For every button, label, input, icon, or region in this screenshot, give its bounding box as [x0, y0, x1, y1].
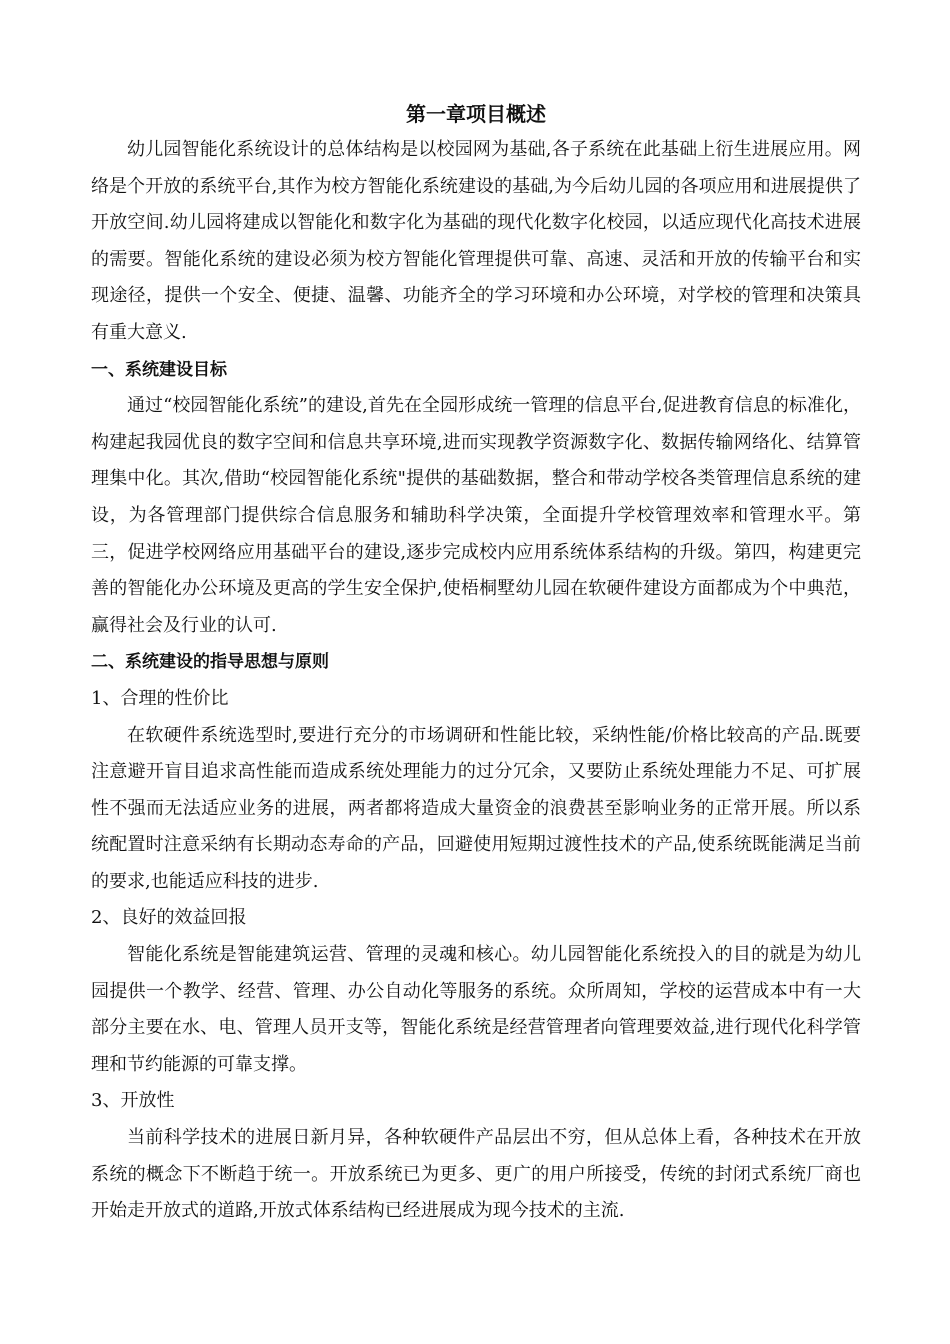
intro-paragraph: 幼儿园智能化系统设计的总体结构是以校园网为基础,各子系统在此基础上衍生进展应用。网络是个开放的系统平台,其作为校方智能化系统建设的基础,为今后幼儿园的各项应用和进展提供了开放空间.幼儿园将建成以智能化和数字化为基础的现代化数字化校园，以适应现代化高技术进展的需要。智能化系统的建设必须为校方智能化管理提供可靠、高速、灵活和开放的传输平台和实现途径，提供一个安全、便捷、温馨、功能齐全的学习环境和办公环境，对学校的管理和决策具有重大意义. [91, 139, 861, 343]
section-2-heading: 二、系统建设的指导思想与原则 [91, 652, 329, 673]
section-1-heading: 一、系统建设目标 [91, 359, 227, 380]
principle-1-label: 1、合理的性价比 [91, 687, 229, 709]
chapter-title: 第一章项目概述 [406, 102, 546, 126]
principle-2-label: 2、良好的效益回报 [91, 907, 247, 929]
section-1-paragraph: 通过“校园智能化系统”的建设,首先在全园形成统一管理的信息平台,促进教育信息的标准化，构建起我园优良的数字空间和信息共享环境,进而实现教学资源数字化、数据传输网络化、结算管理集中化。其次,借助“校园智能化系统"提供的基础数据，整合和带动学校各类管理信息系统的建设，为各管理部门提供综合信息服务和辅助科学决策，全面提升学校管理效率和管理水平。第三，促进学校网络应用基础平台的建设,逐步完成校内应用系统体系结构的升级。第四，构建更完善的智能化办公环境及更高的学生安全保护,使梧桐墅幼儿园在软硬件建设方面都成为个中典范，赢得社会及行业的认可. [91, 395, 861, 636]
principle-2-paragraph: 智能化系统是智能建筑运营、管理的灵魂和核心。幼儿园智能化系统投入的目的就是为幼儿园提供一个教学、经营、管理、办公自动化等服务的系统。众所周知，学校的运营成本中有一大部分主要在水、电、管理人员开支等，智能化系统是经营管理者向管理要效益,进行现代化科学管理和节约能源的可靠支撑。 [91, 944, 861, 1075]
principle-3-label: 3、开放性 [91, 1090, 175, 1112]
principle-3-paragraph: 当前科学技术的进展日新月异，各种软硬件产品层出不穷，但从总体上看，各种技术在开放系统的概念下不断趋于统一。开放系统已为更多、更广的用户所接受，传统的封闭式系统厂商也开始走开放式的道路,开放式体系结构已经进展成为现今技术的主流. [91, 1127, 861, 1222]
document-page [91, 96, 861, 1230]
principle-1-paragraph: 在软硬件系统选型时,要进行充分的市场调研和性能比较，采纳性能/价格比较高的产品.既要注意避开盲目追求高性能而造成系统处理能力的过分冗余，又要防止系统处理能力不足、可扩展性不强而无法适应业务的进展，两者都将造成大量资金的浪费甚至影响业务的正常开展。所以系统配置时注意采纳有长期动态寿命的产品，回避使用短期过渡性技术的产品,使系统既能满足当前的要求,也能适应科技的进步. [91, 724, 861, 892]
